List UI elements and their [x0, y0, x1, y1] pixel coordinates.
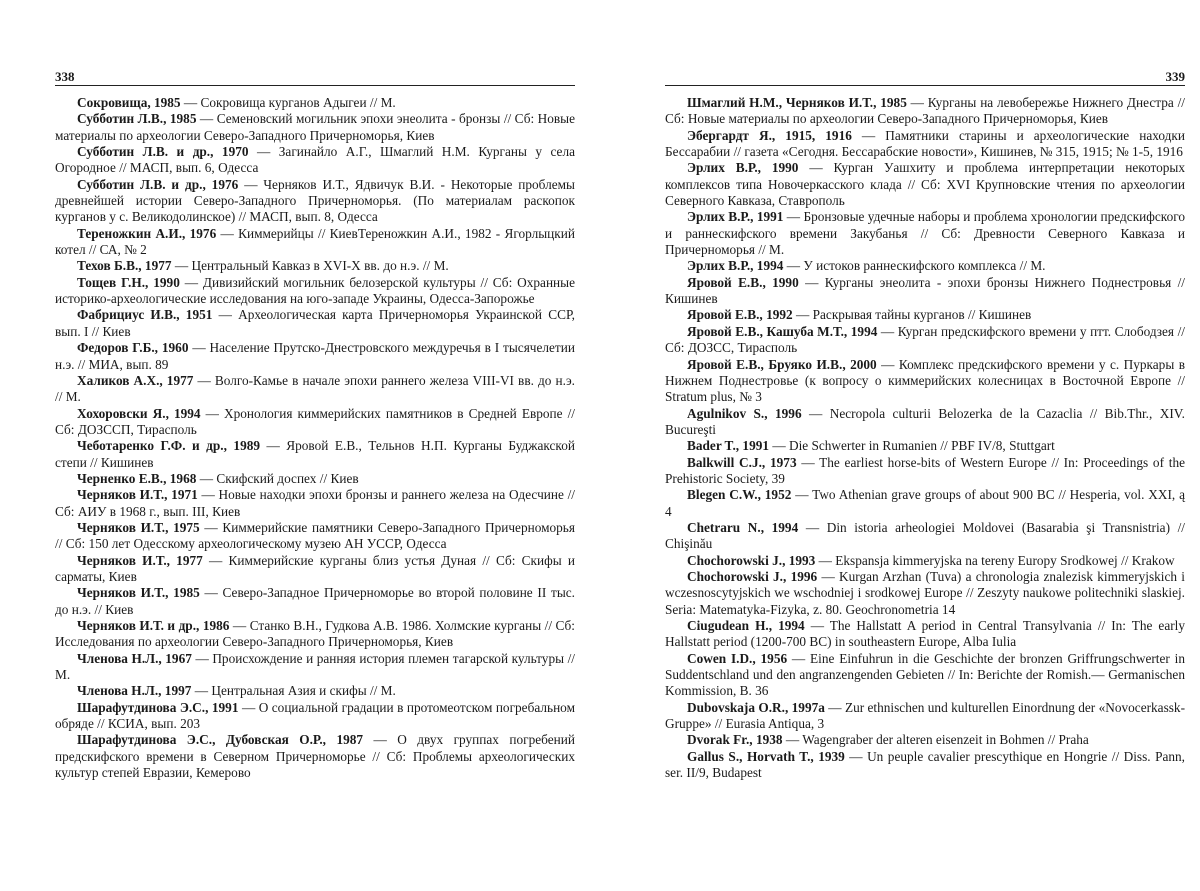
entry-author: Черняков И.Т., 1977: [77, 552, 203, 568]
entry-text: — Загинайло А.Г., Шмаглий Н.М. Курганы у села Огородное // МАСП, вып. 6, Одесса: [55, 144, 575, 176]
entry-author: Субботин Л.В. и др., 1970: [77, 144, 249, 160]
entry-author: Хохоровски Я., 1994: [77, 405, 201, 421]
entry-text: — О двух группах погребений предскифского времени в Северном Причерноморье // Сб: Проблемы археологических культур степей Евразии, Кемерово: [55, 732, 575, 781]
entry-text: — Население Прутско-Днестровского междуречья в I тысячелетии н.э. // МИА, вып. 89: [55, 340, 575, 372]
entry-text: — Киммерийцы // КиевТереножкин А.И., 1982 - Ягорлыцкий котел // СА, № 2: [55, 225, 575, 258]
entry-author: Эрлих В.Р., 1994: [687, 258, 784, 274]
left-page-header: [55, 68, 575, 86]
bibliography-entry: [55, 700, 575, 733]
entry-text: — Дивизийский могильник белозерской культуры // Сб: Охранные историко-археологические исследования на юго-западе Украины, Одесса-Запорожье: [55, 274, 576, 307]
bibliography-entry: [55, 618, 575, 651]
bibliography-entry: [55, 111, 575, 144]
entry-text: — Черняков И.Т., Ядвичук В.И. - Некоторые проблемы древнейшей истории Северо-Западного Причерноморья. (По материалам раскопок курганов у с. Великодолинское) // МАСП, вып. 8, Одесса: [55, 176, 575, 225]
bibliography-entry: [55, 258, 575, 274]
bibliography-list: [55, 95, 575, 781]
bibliography-entry: [665, 307, 1185, 323]
entry-text: — Археологическая карта Причерноморья Украинской ССР, вып. I // Киев: [55, 307, 575, 339]
entry-text: — Din istoria arheologiei Moldovei (Basarabia şi Transnistria) // Chişinău: [665, 519, 1185, 552]
bibliography-entry: [55, 406, 575, 439]
bibliography-entry: [55, 651, 575, 684]
entry-author: Bader T., 1991: [687, 438, 770, 454]
entry-text: — Центральный Кавказ в XVI-X вв. до н.э. // М.: [171, 258, 449, 274]
entry-author: Федоров Г.Б., 1960: [77, 340, 189, 356]
entry-text: — Die Schwerter in Rumanien // PBF IV/8, Stuttgart: [769, 438, 1055, 454]
entry-author: Эрлих В.Р., 1991: [687, 209, 784, 225]
entry-author: Эбергардт Я., 1915, 1916: [687, 127, 852, 143]
entry-text: — Курганы на левобережье Нижнего Днестра // Сб: Новые материалы по археологии Северо-Западного Причерноморья, Киев: [665, 95, 1185, 127]
bibliography-entry: [665, 160, 1185, 209]
entry-text: — Two Athenian grave groups of about 900 BC // Hesperia, vol. XXI, ą 4: [665, 487, 1185, 519]
entry-author: Chochorowski J., 1996: [687, 568, 818, 584]
left-page: [55, 0, 575, 891]
entry-text: — Семеновский могильник эпохи энеолита - бронзы // Сб: Новые материалы по археологии Северо-Западного Причерноморья, Киев: [55, 111, 575, 143]
entry-author: Субботин Л.В., 1985: [77, 111, 197, 127]
entry-text: — Un peuple cavalier prescythique en Hongrie // Diss. Pann, ser. II/9, Budapest: [665, 748, 1185, 781]
bibliography-entry: [55, 373, 575, 406]
entry-text: — The Hallstatt A period in Central Transylvania // In: The early Hallstatt period (1200-700 BC) in southeastern Europe, Alba Iulia: [665, 618, 1185, 650]
header-rule: [55, 85, 575, 86]
entry-author: Фабрициус И.В., 1951: [77, 307, 213, 323]
bibliography-entry: [55, 275, 575, 308]
entry-text: — Волго-Камье в начале эпохи раннего железа VIII-VI вв. до н.э. // М.: [55, 372, 575, 405]
bibliography-entry: [55, 144, 575, 177]
bibliography-entry: [55, 683, 575, 699]
entry-text: — Происхождение и ранняя история племен тагарской культуры // М.: [55, 650, 575, 683]
entry-author: Членова Н.Л., 1967: [77, 650, 192, 666]
entry-text: — Новые находки эпохи бронзы и раннего железа на Одесчине // Сб: АИУ в 1968 г., вып. III, Киев: [55, 487, 575, 519]
entry-author: Техов Б.В., 1977: [77, 258, 172, 274]
entry-text: — Киммерийские памятники Северо-Западного Причерноморья // Сб: 150 лет Одесскому археологическому музею АН УССР, Одесса: [55, 519, 575, 552]
bibliography-entry: [55, 553, 575, 586]
bibliography-entry: [665, 487, 1185, 520]
entry-author: Chetraru N., 1994: [687, 519, 799, 535]
bibliography-entry: [55, 471, 575, 487]
bibliography-entry: [665, 520, 1185, 553]
entry-author: Ciugudean H., 1994: [687, 618, 805, 633]
entry-author: Шмаглий Н.М., Черняков И.Т., 1985: [687, 95, 907, 110]
entry-author: Шарафутдинова Э.С., Дубовская О.Р., 1987: [77, 732, 364, 748]
entry-author: Тощев Г.Н., 1990: [77, 274, 180, 290]
entry-text: — Киммерийские курганы близ устья Дуная // Сб: Скифы и сарматы, Киев: [55, 552, 575, 584]
bibliography-list: [665, 95, 1185, 781]
bibliography-entry: [665, 438, 1185, 454]
entry-author: Dvorak Fr., 1938: [687, 732, 783, 748]
entry-author: Тереножкин А.И., 1976: [77, 225, 217, 241]
entry-text: — Zur ethnischen und kulturellen Einordnung der «Novocerkassk-Gruppe» // Eurasia Antiqua, 3: [665, 699, 1185, 732]
entry-author: Субботин Л.В. и др., 1976: [77, 176, 239, 192]
entry-text: — Курган Уашхиту и проблема интерпретации некоторых комплексов типа Новочеркасского клада // Сб: XVI Крупновские чтения по археологии Северного Кавказа, Ставрополь: [665, 160, 1185, 209]
entry-author: Шарафутдинова Э.С., 1991: [77, 699, 239, 715]
entry-text: — Яровой Е.В., Тельнов Н.П. Курганы Буджакской степи // Кишинев: [55, 438, 575, 470]
entry-text: — Kurgan Arzhan (Tuva) a chronologia znalezisk kimmeryjskich i wczesnoscytyjskich we wschodniej i srodkowej Europe // Zeszyty naukowe politechniki slaskiej. Seria: Matematyka-Fizyka, z. 80. Geochronometria 14: [665, 568, 1185, 617]
bibliography-entry: [55, 438, 575, 471]
right-page: [665, 0, 1185, 891]
entry-author: Черняков И.Т., 1985: [77, 585, 200, 601]
entry-text: — Курган предскифского времени у птт. Слободзея // Сб: ДОЗСС, Тирасполь: [665, 323, 1185, 356]
entry-text: — Хронология киммерийских памятников в Средней Европе // Сб: ДОЗССП, Тирасполь: [55, 405, 575, 437]
bibliography-entry: [665, 651, 1185, 700]
bibliography-entry: [55, 732, 575, 781]
bibliography-entry: [665, 258, 1185, 274]
entry-author: Черняков И.Т., 1971: [77, 487, 198, 503]
right-page-header: [665, 68, 1185, 86]
entry-author: Черняков И.Т. и др., 1986: [77, 618, 230, 633]
bibliography-entry: [55, 340, 575, 373]
entry-text: — Сокровища курганов Адыгеи // М.: [180, 95, 396, 110]
entry-author: Gallus S., Horvath T., 1939: [687, 748, 845, 764]
bibliography-entry: [665, 569, 1185, 618]
entry-text: — Раскрывая тайны курганов // Кишинев: [792, 307, 1032, 323]
entry-author: Agulnikov S., 1996: [687, 405, 802, 421]
bibliography-entry: [665, 406, 1185, 439]
entry-author: Эрлих В.Р., 1990: [687, 160, 799, 176]
entry-text: — Eine Einfuhrun in die Geschichte der bronzen Griffrungschwerter in Suddentschland und den angranzengenden Gebieten // In: Berichte der Romish.— Germanischen Kommission, B. 36: [665, 650, 1185, 699]
bibliography-entry: [665, 749, 1185, 782]
entry-text: — Скифский доспех // Киев: [196, 470, 359, 486]
entry-author: Чеботаренко Г.Ф. и др., 1989: [77, 438, 261, 454]
bibliography-entry: [55, 226, 575, 259]
entry-text: — О социальной градации в протомеотском погребальном обряде // КСИА, вып. 203: [55, 699, 575, 732]
entry-text: — У истоков раннескифского комплекса // М.: [783, 258, 1046, 274]
bibliography-entry: [665, 275, 1185, 308]
entry-author: Cowen I.D., 1956: [687, 650, 788, 666]
entry-text: — Станко В.Н., Гудкова А.В. 1986. Холмские курганы // Сб: Исследования по археологии Северо-Западного Причерноморья, Киев: [55, 618, 575, 650]
bibliography-entry: [665, 128, 1185, 161]
entry-author: Яровой Е.В., Кашуба М.Т., 1994: [687, 323, 878, 339]
right-page-number: 339: [1165, 69, 1185, 84]
entry-author: Яровой Е.В., 1990: [687, 274, 799, 290]
bibliography-entry: [665, 553, 1185, 569]
entry-author: Blegen C.W., 1952: [687, 487, 792, 503]
bibliography-entry: [665, 618, 1185, 651]
bibliography-entry: [55, 585, 575, 618]
entry-author: Черненко Е.В., 1968: [77, 470, 197, 486]
entry-author: Черняков И.Т., 1975: [77, 519, 200, 535]
entry-author: Chochorowski J., 1993: [687, 552, 816, 568]
bibliography-entry: [55, 487, 575, 520]
entry-text: — Северо-Западное Причерноморье во второй половине II тыс. до н.э. // Киев: [55, 585, 575, 617]
entry-author: Халиков А.Х., 1977: [77, 372, 194, 388]
entry-author: Яровой Е.В., Бруяко И.В., 2000: [687, 356, 877, 372]
entry-text: — Курганы энеолита - эпохи бронзы Нижнего Поднестровья // Кишинев: [665, 274, 1185, 307]
entry-author: Dubovskaja O.R., 1997a: [687, 699, 825, 715]
entry-text: — The earliest horse-bits of Western Europe // In: Proceedings of the Prehistoric Society, 39: [665, 454, 1185, 486]
bibliography-entry: [665, 324, 1185, 357]
entry-text: — Necropola culturii Belozerka de la Cazaclia // Bib.Thr., XIV. Bucureşti: [665, 405, 1185, 437]
bibliography-entry: [665, 95, 1185, 128]
left-page-number: 338: [55, 69, 75, 84]
bibliography-entry: [55, 520, 575, 553]
entry-text: — Комплекс предскифского времени у с. Пуркары в Нижнем Поднестровье (к вопросу о киммерийских колесницах в Восточной Европе // Stratum plus, № 3: [665, 356, 1186, 405]
bibliography-entry: [55, 177, 575, 226]
bibliography-entry: [665, 357, 1185, 406]
bibliography-entry: [55, 95, 575, 111]
bibliography-entry: [665, 209, 1185, 258]
entry-text: — Wagengraber der alteren eisenzeit in Bohmen // Praha: [782, 732, 1089, 748]
entry-author: Balkwill C.J., 1973: [687, 454, 797, 470]
entry-text: — Ekspansja kimmeryjska na tereny Europy Srodkowej // Krakow: [815, 552, 1175, 568]
bibliography-entry: [665, 455, 1185, 488]
entry-text: — Бронзовые удечные наборы и проблема хронологии предскифского и раннескифского времени Закубанья // Сб: Древности Северного Кавказа и Причерноморья // М.: [665, 209, 1185, 258]
entry-author: Яровой Е.В., 1992: [687, 307, 793, 323]
entry-text: — Памятники старины и археологические находки Бессарабии // газета «Сегодня. Бессарабские новости», Кишинев, № 315, 1915; № 1-5, 1916: [665, 127, 1185, 160]
header-rule: [665, 85, 1185, 86]
bibliography-entry: [665, 700, 1185, 733]
entry-author: Членова Н.Л., 1997: [77, 683, 192, 699]
bibliography-entry: [55, 307, 575, 340]
bibliography-entry: [665, 732, 1185, 748]
entry-author: Сокровища, 1985: [77, 95, 181, 110]
entry-text: — Центральная Азия и скифы // М.: [191, 683, 396, 699]
